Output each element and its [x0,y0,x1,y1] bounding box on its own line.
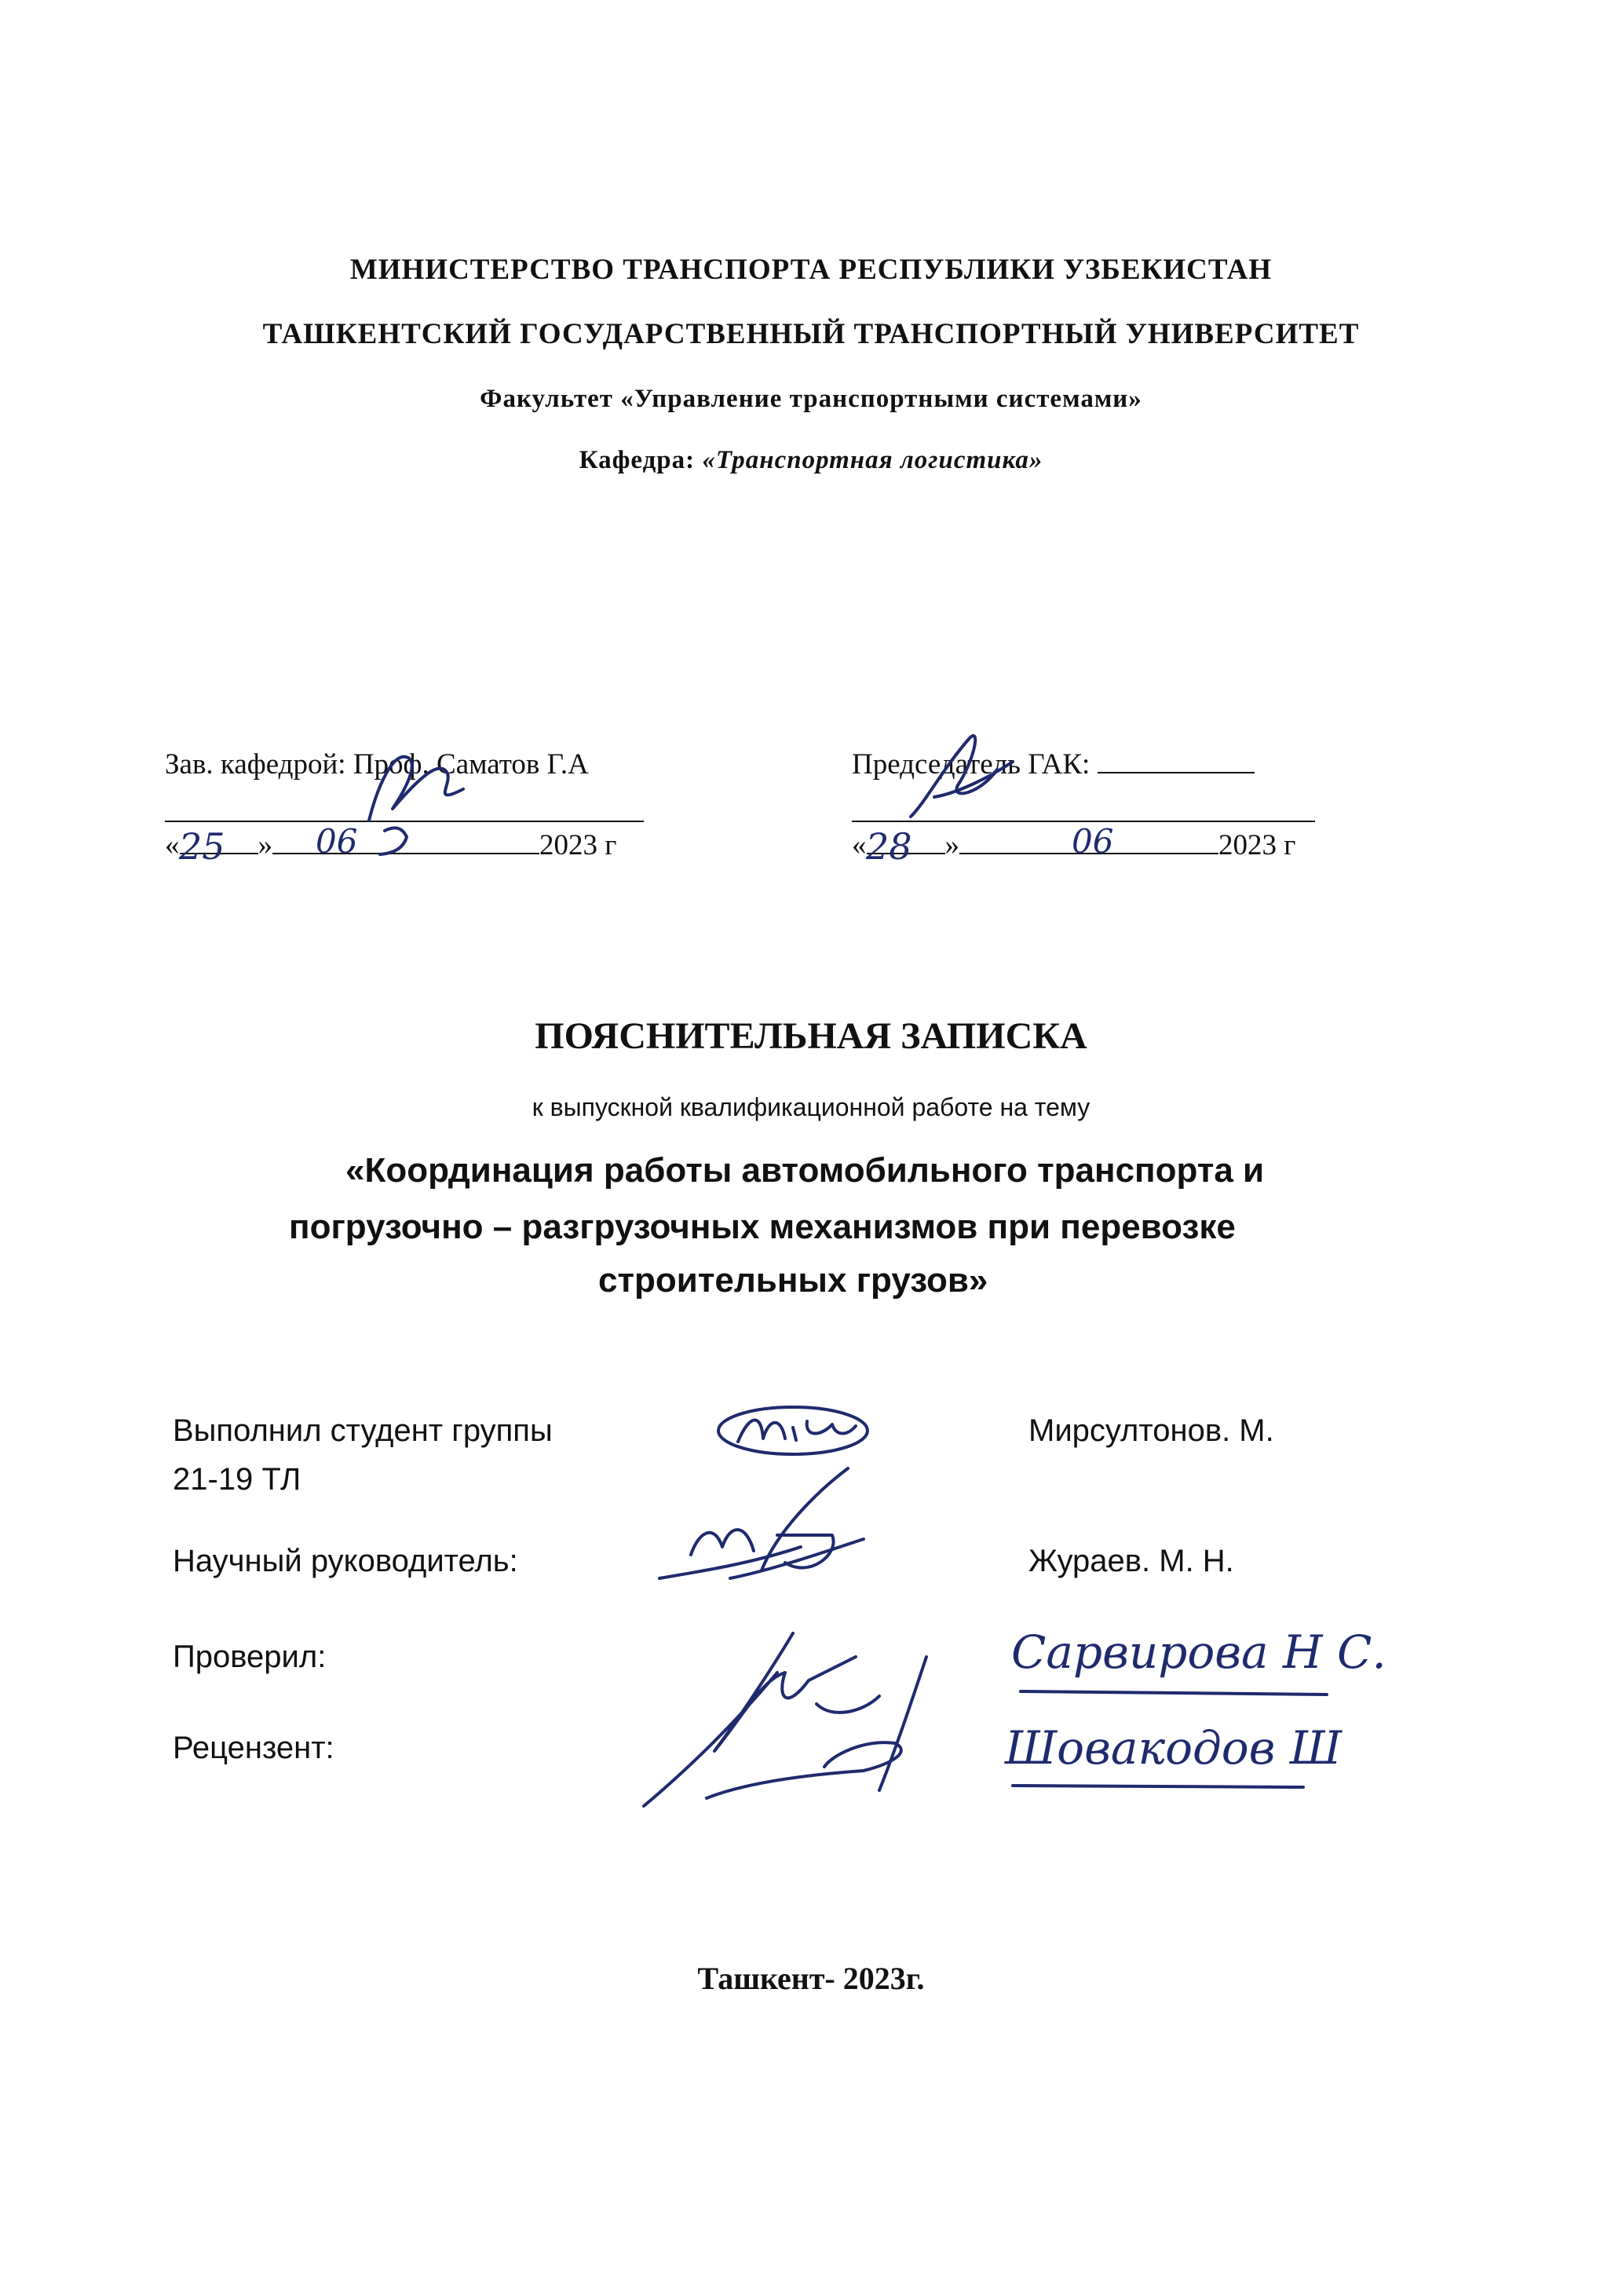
reviewer-name-underline [1013,1786,1303,1787]
approval-right-year: 2023 г [1218,829,1296,861]
university-heading: ТАШКЕНТСКИЙ ГОСУДАРСТВЕННЫЙ ТРАНСПОРТНЫЙ УНИВЕРСИТЕТ [262,318,1360,350]
topic-line-2: погрузочно – разгрузочных механизмов при перевозке [289,1208,1236,1246]
reviewer-label: Рецензент: [173,1731,334,1765]
department-label: Кафедра: [579,446,696,474]
approval-right-quote-close: » [944,829,959,861]
approval-left-signature-stroke [369,757,463,821]
approval-left-month-handwritten: 06 [316,822,358,861]
supervisor-signature-stroke [659,1468,864,1578]
ministry-heading: МИНИСТЕРСТВО ТРАНСПОРТА РЕСПУБЛИКИ УЗБЕКИСТАН [349,254,1273,286]
department-name: «Транспортная логистика» [702,446,1043,474]
approval-left-quote-close: » [258,829,272,861]
faculty-heading: Факультет «Управление транспортными системами» [480,385,1142,413]
approval-left-day-handwritten: 25 [179,825,225,868]
checker-name-handwritten: Сарвирова Н С. [1011,1625,1386,1679]
student-group: 21-19 ТЛ [173,1462,301,1497]
approval-right-name-blank [1098,772,1255,773]
department-heading [0,446,1622,475]
student-name: Мирсултонов. М. [1028,1413,1274,1448]
topic-line-1: «Координация работы автомобильного транспорта и [345,1151,1265,1190]
student-signature-stroke [738,1420,856,1442]
approval-right-day-handwritten: 28 [866,825,912,868]
approval-right-month-handwritten: 06 [1072,822,1114,861]
approval-right-signature-stroke [911,736,1013,817]
student-label: Выполнил студент группы [173,1413,553,1448]
student-signature [714,1398,887,1461]
approval-right-label: Председатель ГАК: [852,748,1090,781]
approval-left-signature [345,734,487,836]
approval-left-line: Зав. кафедрой: Проф. Саматов Г.А [165,748,589,781]
topic-line-3: строительных грузов» [598,1261,988,1300]
checker-label: Проверил: [173,1640,327,1674]
supervisor-name: Жураев. М. Н. [1028,1544,1234,1578]
approval-right-quote-open: « [852,829,867,861]
approval-left-year: 2023 г [539,829,617,861]
checker-name-underline [1021,1691,1327,1695]
checker-reviewer-signature-stroke [644,1633,926,1806]
approval-right-signature [895,722,1028,840]
approval-left-quote-open: « [165,829,180,861]
reviewer-name-handwritten: Шовакодов Ш [1005,1721,1343,1775]
checker-reviewer-signatures [628,1625,989,1822]
supervisor-label: Научный руководитель: [173,1544,518,1578]
city-year: Ташкент- 2023г. [697,1961,925,1996]
document-title: ПОЯСНИТЕЛЬНАЯ ЗАПИСКА [535,1015,1087,1057]
document-subtitle: к выпускной квалификационной работе на тему [532,1093,1090,1121]
supervisor-signature [644,1461,895,1610]
checker-reviewer-handwriting [1005,1618,1413,1790]
